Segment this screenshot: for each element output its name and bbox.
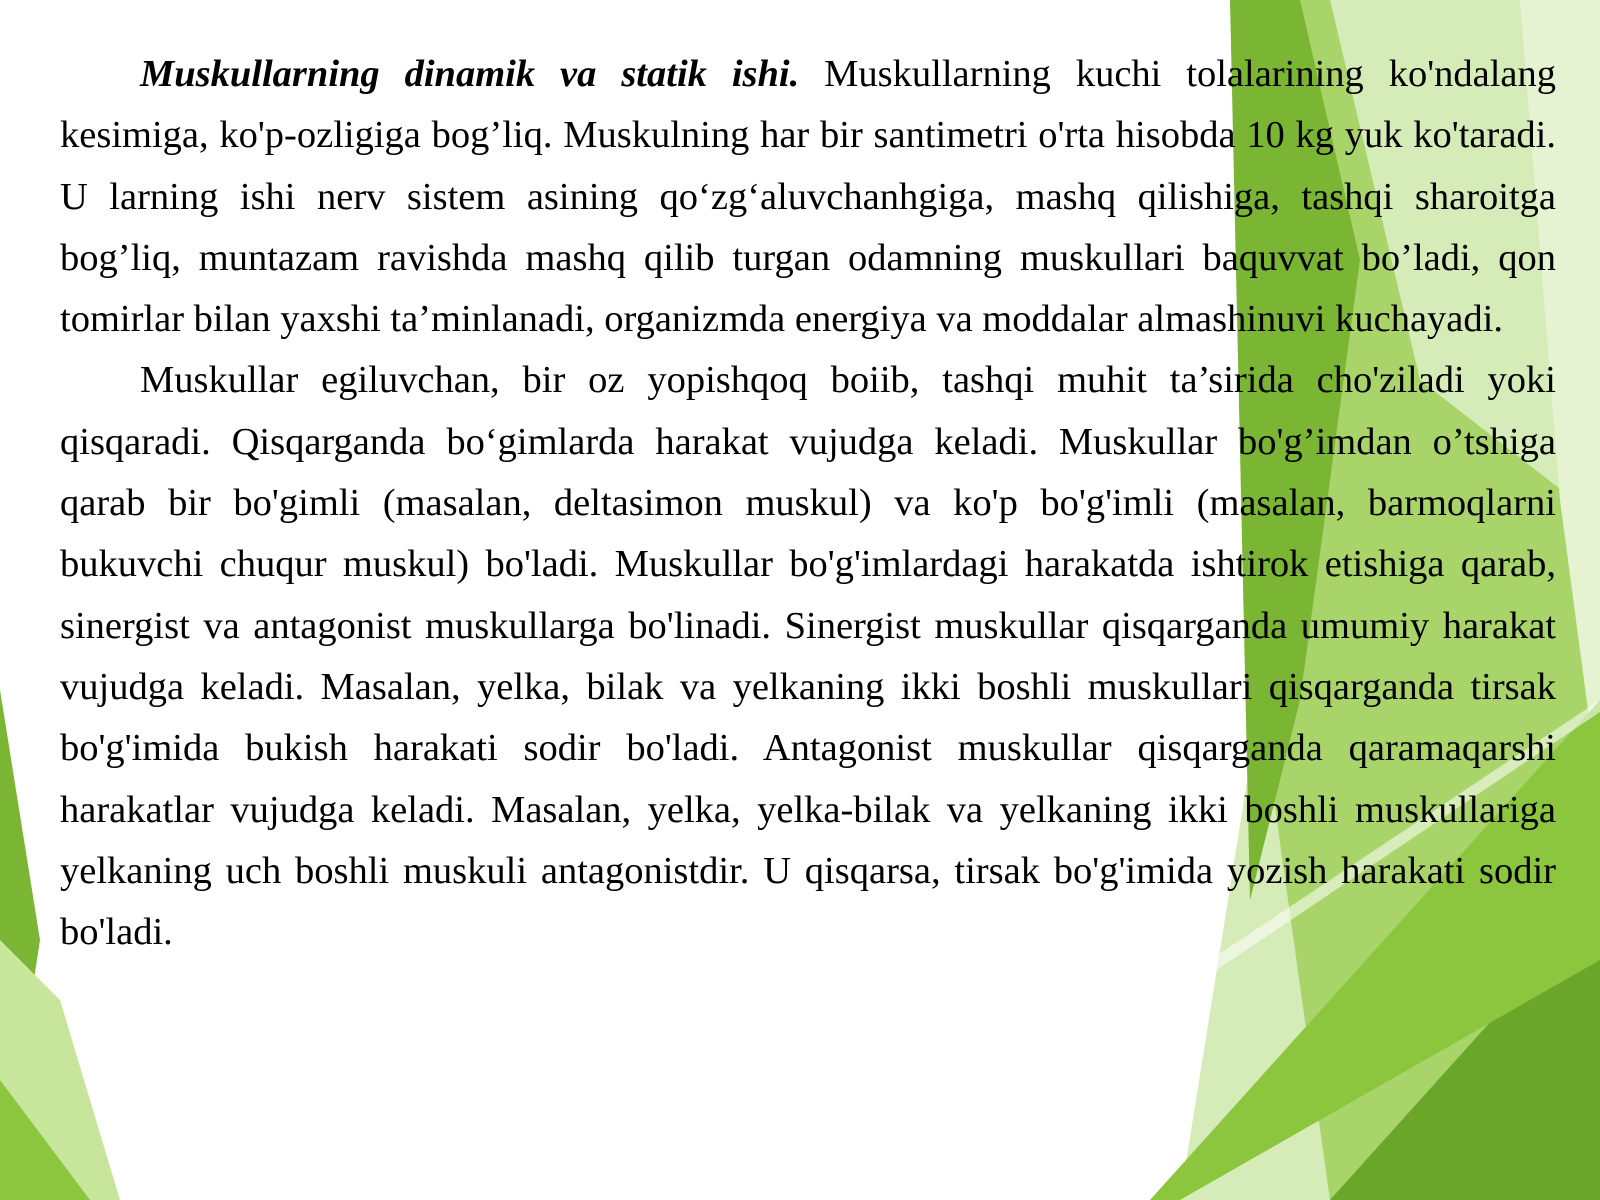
paragraph-2-text: Muskullar egiluvchan, bir oz yopishqoq boiib, tashqi muhit ta’sirida cho'ziladi yoki qisqaradi. Qisqarganda bo‘gimlarda harakat vujudga keladi. Muskullar bo'g’imdan o’tshiga qarab bir bo'gimli (masalan, deltasimon muskul) va ko'p bo'g'imli (masalan, barmoqlarni bukuvchi chuqur muskul) bo'ladi. Muskullar bo'g'imlardagi harakatda ishtirok etishiga qarab, sinergist va antagonist muskullarga bo'linadi. Sinergist muskullar qisqarganda umumiy harakat vujudga keladi. Masalan, yelka, bilak va yelkaning ikki boshli muskullari qisqarganda tirsak bo'g'imida bukish harakati sodir bo'ladi. Antagonist muskullar qisqarganda qaramaqarshi harakatlar vujudga keladi. Masalan, yelka, yelka-bilak va yelkaning ikki boshli muskullariga yelkaning uch boshli muskuli antagonistdir. U qisqarsa, tirsak bo'g'imida yozish harakati sodir bo'ladi. <box>60 359 1556 954</box>
paragraph-1-text: Muskullarning kuchi tolalarining ko'ndalang kesimiga, ko'p-ozligiga bog’liq. Muskulning har bir santimetri o'rta hisobda 10 kg yuk ko'taradi. U larning ishi nerv sistem asining qo‘zg‘aluvchanhgiga, mashq qilishiga, tashqi sharoitga bog’liq, muntazam ravishda mashq qilib turgan odamning muskullari baquvvat bo’ladi, qon tomirlar bilan yaxshi ta’minlanadi, organizmda energiya va moddalar almashinuvi kuchayadi. <box>60 53 1556 341</box>
paragraph-heading: Muskullarning dinamik va statik ishi. <box>140 53 800 95</box>
paragraph-2 <box>60 350 1556 963</box>
text-body <box>60 44 1556 963</box>
paragraph-1 <box>60 44 1556 350</box>
